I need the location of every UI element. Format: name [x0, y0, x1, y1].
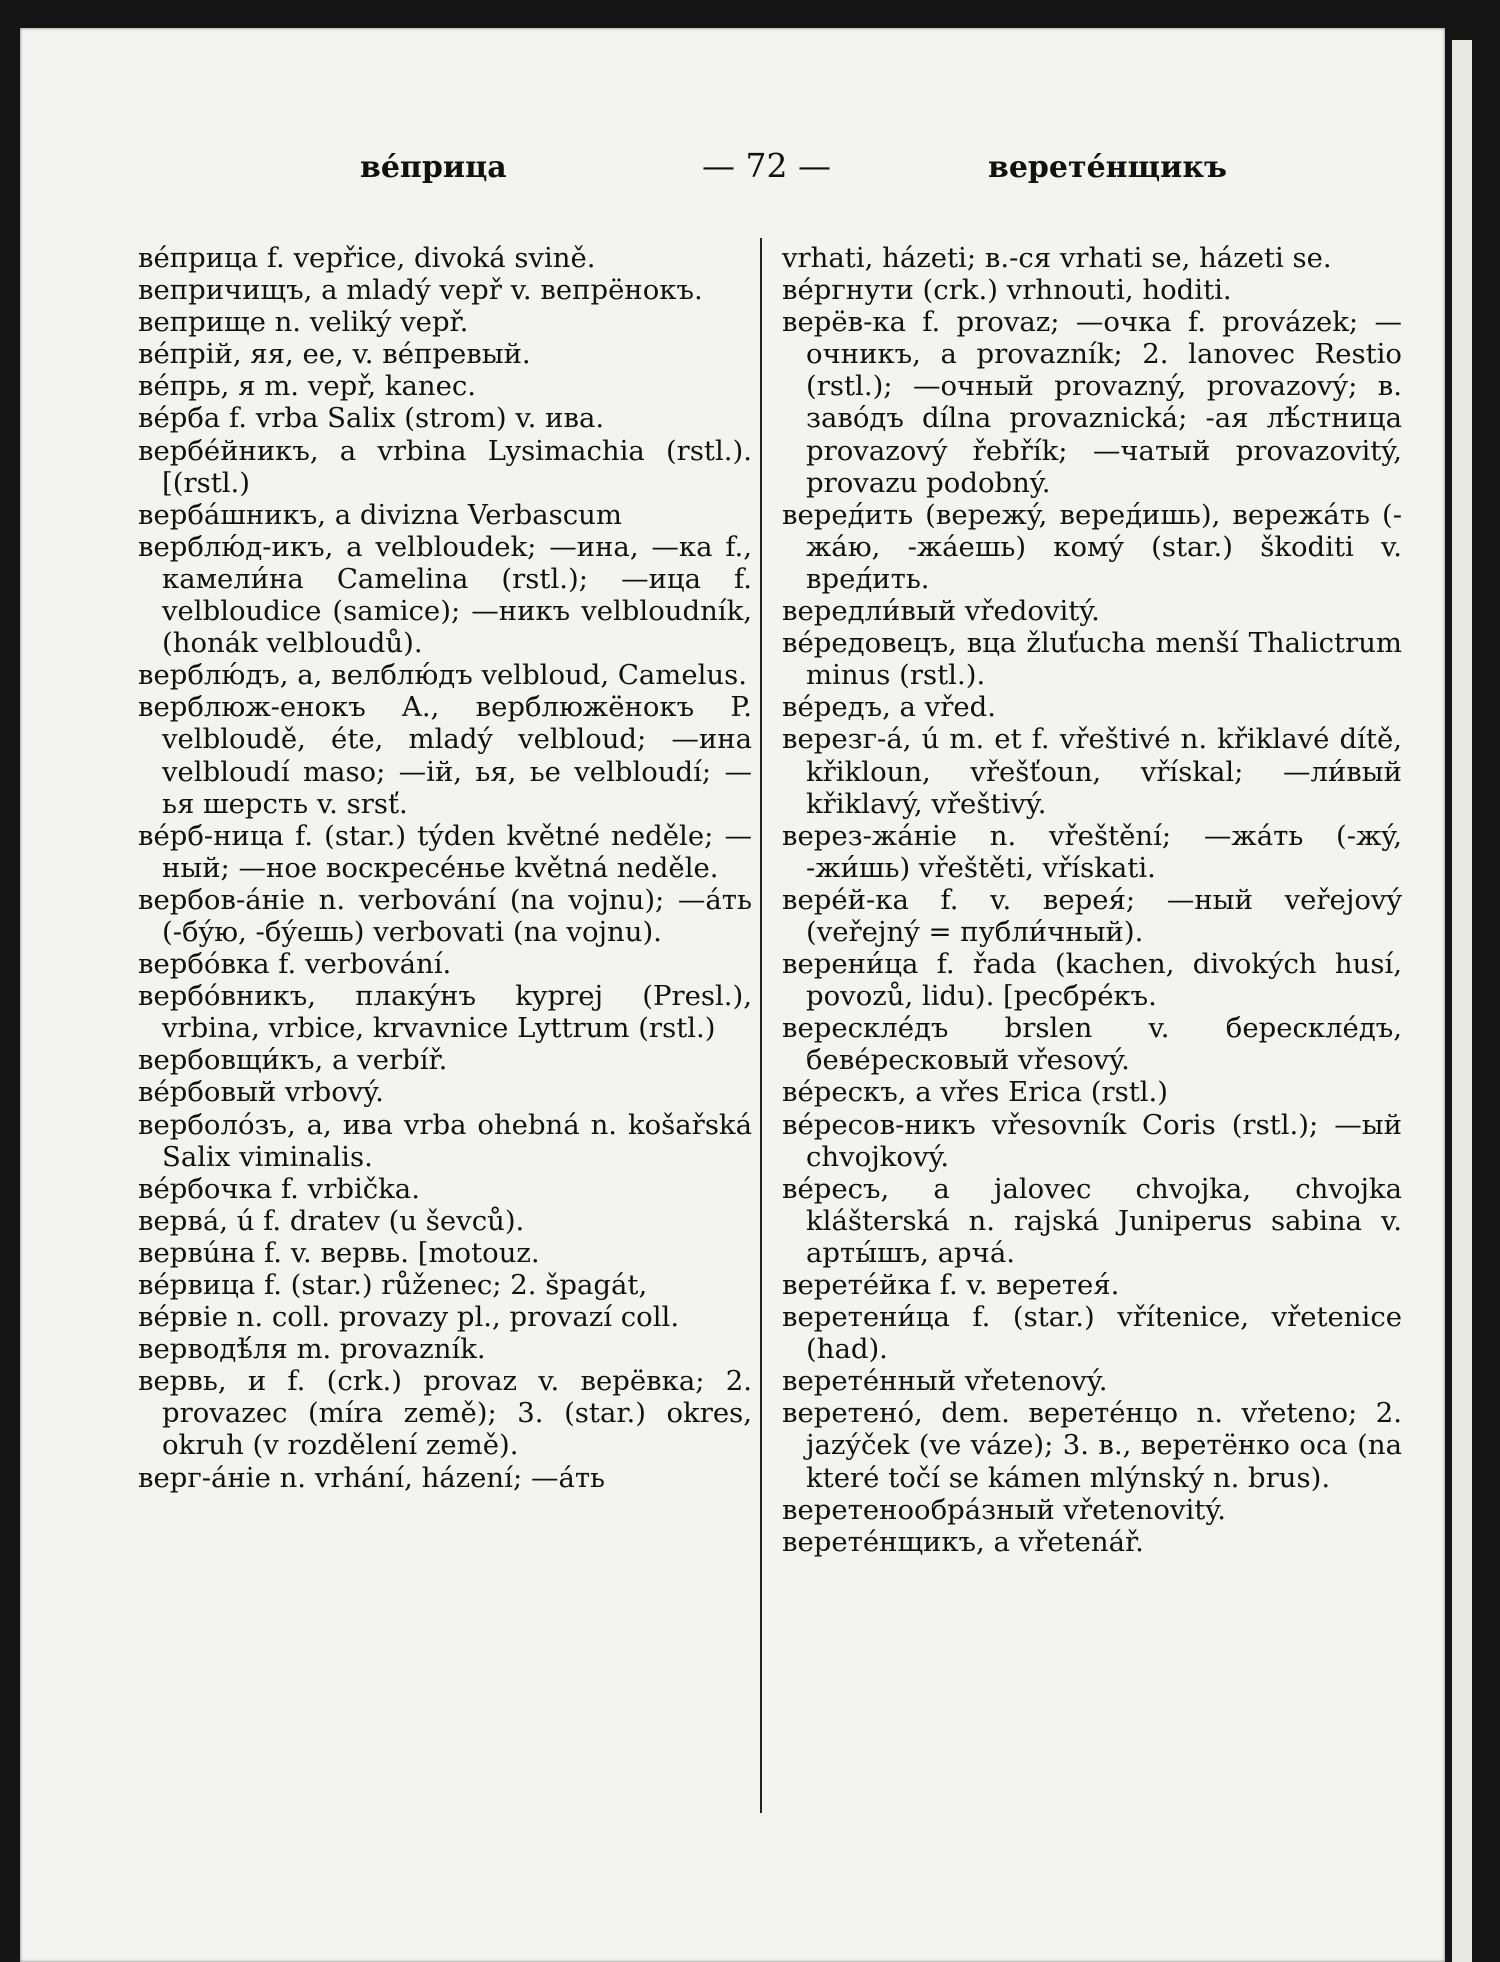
entry: вéресов-никъ vřesovník Coris (rstl.); —ый chvojkový.	[782, 1108, 1402, 1173]
entry: вербóвка f. verbování.	[138, 948, 452, 981]
entry: вербовщи́къ, a verbíř.	[138, 1044, 448, 1077]
entry: верéй-ка f. v. верея́; —ный veřejový (veřejný = публи́чный).	[782, 883, 1402, 948]
column-divider	[760, 238, 762, 1813]
entry: веретенó, dem. веретéнцо n. vřeteno; 2. jazýček (ve váze); 3. в., веретёнко оса (na které točí se kámen mlýnský n. brus).	[782, 1397, 1402, 1494]
entry: верблю́дъ, a, велблю́дъ velbloud, Camelus.	[138, 659, 747, 692]
entry: вербов-áніе n. verbování (na vojnu); —áть (-бýю, -бýешь) verbovati (na vojnu).	[138, 883, 752, 948]
entry: вербéйникъ, a vrbina Lysimachia (rstl.). [(rstl.)	[138, 434, 752, 499]
header-left-guide-word: вéприца	[360, 150, 507, 185]
entry: веретéнный vřetenový.	[782, 1365, 1108, 1398]
entry: вéредовецъ, вца žluťucha menší Thalictrum minus (rstl.).	[782, 627, 1402, 692]
header-right-guide-word: веретéнщикъ	[988, 150, 1228, 185]
entry: верёв-ка f. provaz; —очка f. provázek; —очникъ, a provazník; 2. lanovec Restio (rstl.); —очный provazný, provazový; в. заво́дъ dílna provaznická; -ая лѣ́стница provazový řebřík; —чатый provazovitý, provazu podobný.	[782, 306, 1402, 499]
entry: веретéйка f. v. веретея́.	[782, 1269, 1120, 1301]
entry: верез-жáніе n. vřeštění; —жáть (-жý, -жи́шь) vřeštěti, vřískati.	[782, 819, 1402, 884]
entry: вéрба f. vrba Salix (strom) v. ива.	[138, 402, 605, 435]
entry: веретенообрáзный vřetenovitý.	[782, 1493, 1226, 1526]
entry: вéргнути (crk.) vrhnouti, hoditi.	[782, 274, 1232, 307]
entry: верводѣ́ля m. provazník.	[138, 1333, 486, 1366]
entry: вéпрь, я m. vepř, kanec.	[138, 370, 477, 403]
entry: вéредъ, a vřed.	[782, 691, 996, 724]
entry: вéрб-ница f. (star.) týden květné neděle; —ный; —ное воскресéнье květná neděle.	[138, 819, 752, 884]
entry: верг-áніе n. vrhání, házení; —áть	[138, 1461, 606, 1494]
entry: вéпрій, яя, ее, v. вéпревый.	[138, 338, 531, 371]
entry: веретéнщикъ, a vřetenář.	[782, 1525, 1144, 1558]
dictionary-page	[20, 28, 1445, 1962]
entry: вéресъ, a jalovec chvojka, chvojka klášterská n. rajská Juniperus sabina v. арты́шъ, арчá.	[782, 1172, 1402, 1269]
page-number: — 72 —	[702, 146, 831, 185]
entry: вербóвникъ, плакýнъ kyprej (Presl.), vrbina, vrbice, krvavnice Lyttrum (rstl.)	[138, 980, 752, 1045]
right-column	[782, 242, 1402, 1558]
entry: вéрескъ, a vřes Erica (rstl.)	[782, 1076, 1169, 1109]
entry: вервá, ú f. dratev (u ševců).	[138, 1204, 525, 1237]
entry: вербáшникъ, a divizna Verbascum	[138, 498, 622, 531]
entry: вéрбочка f. vrbička.	[138, 1172, 420, 1205]
entry: вéрвица f. (star.) růženec; 2. špagát,	[138, 1269, 648, 1301]
left-column	[138, 242, 752, 1494]
entry: верблюж-енокъ A., верблюжёнокъ P. velbloudě, éte, mladý velbloud; —ина velbloudí maso; —ій, ья, ье velbloudí; —ья шерсть v. srsť.	[138, 691, 752, 820]
adjacent-page-edge	[1452, 40, 1472, 1962]
entry: вéрвіе n. coll. provazy pl., provazí coll.	[138, 1301, 680, 1334]
entry: веред́ить (вережý, веред́ишь), вережáть (-жáю, -жáешь) комý (star.) škoditi v. вред́ить.	[782, 498, 1402, 595]
entry: вепричищъ, a mladý vepř v. вепрёнокъ.	[138, 274, 703, 307]
entry: vrhati, házeti; в.-ся vrhati se, házeti se.	[782, 242, 1332, 274]
entry: вередли́вый vředovitý.	[782, 595, 1100, 628]
entry: верблю́д-икъ, a velbloudek; —ина, —ка f., камели́на Camelina (rstl.); —ица f. velbloudice (samice); —никъ velbloudník, (honák velbloudů).	[138, 530, 752, 660]
running-header	[20, 146, 1445, 210]
entry: вервь, и f. (crk.) provaz v. верёвка; 2. provazec (míra země); 3. (star.) okres, okruh (v rozdělení země).	[138, 1365, 752, 1462]
entry: верезг-á, ú m. et f. vřeštivé n. křiklavé dítě, křikloun, vřešťoun, vřískal; —ли́вый křiklavý, vřeštivý.	[782, 723, 1402, 820]
entry: вересклéдъ brslen v. бересклéдъ, бевéресковый vřesový.	[782, 1012, 1402, 1077]
entry: верени́ца f. řada (kachen, divokých husí, povozů, lidu). [ресбрéкъ.	[782, 948, 1402, 1013]
entry: верболóзъ, a, ива vrba ohebná n. košařská Salix viminalis.	[138, 1108, 752, 1173]
entry: вервúна f. v. вервь. [motouz.	[138, 1236, 540, 1269]
entry: вéприца f. vepřice, divoká svině.	[138, 242, 596, 274]
entry: веретени́ца f. (star.) vřítenice, vřetenice (had).	[782, 1301, 1402, 1366]
entry: веприще n. veliký vepř.	[138, 306, 469, 339]
entry: вéрбовый vrbový.	[138, 1076, 384, 1109]
